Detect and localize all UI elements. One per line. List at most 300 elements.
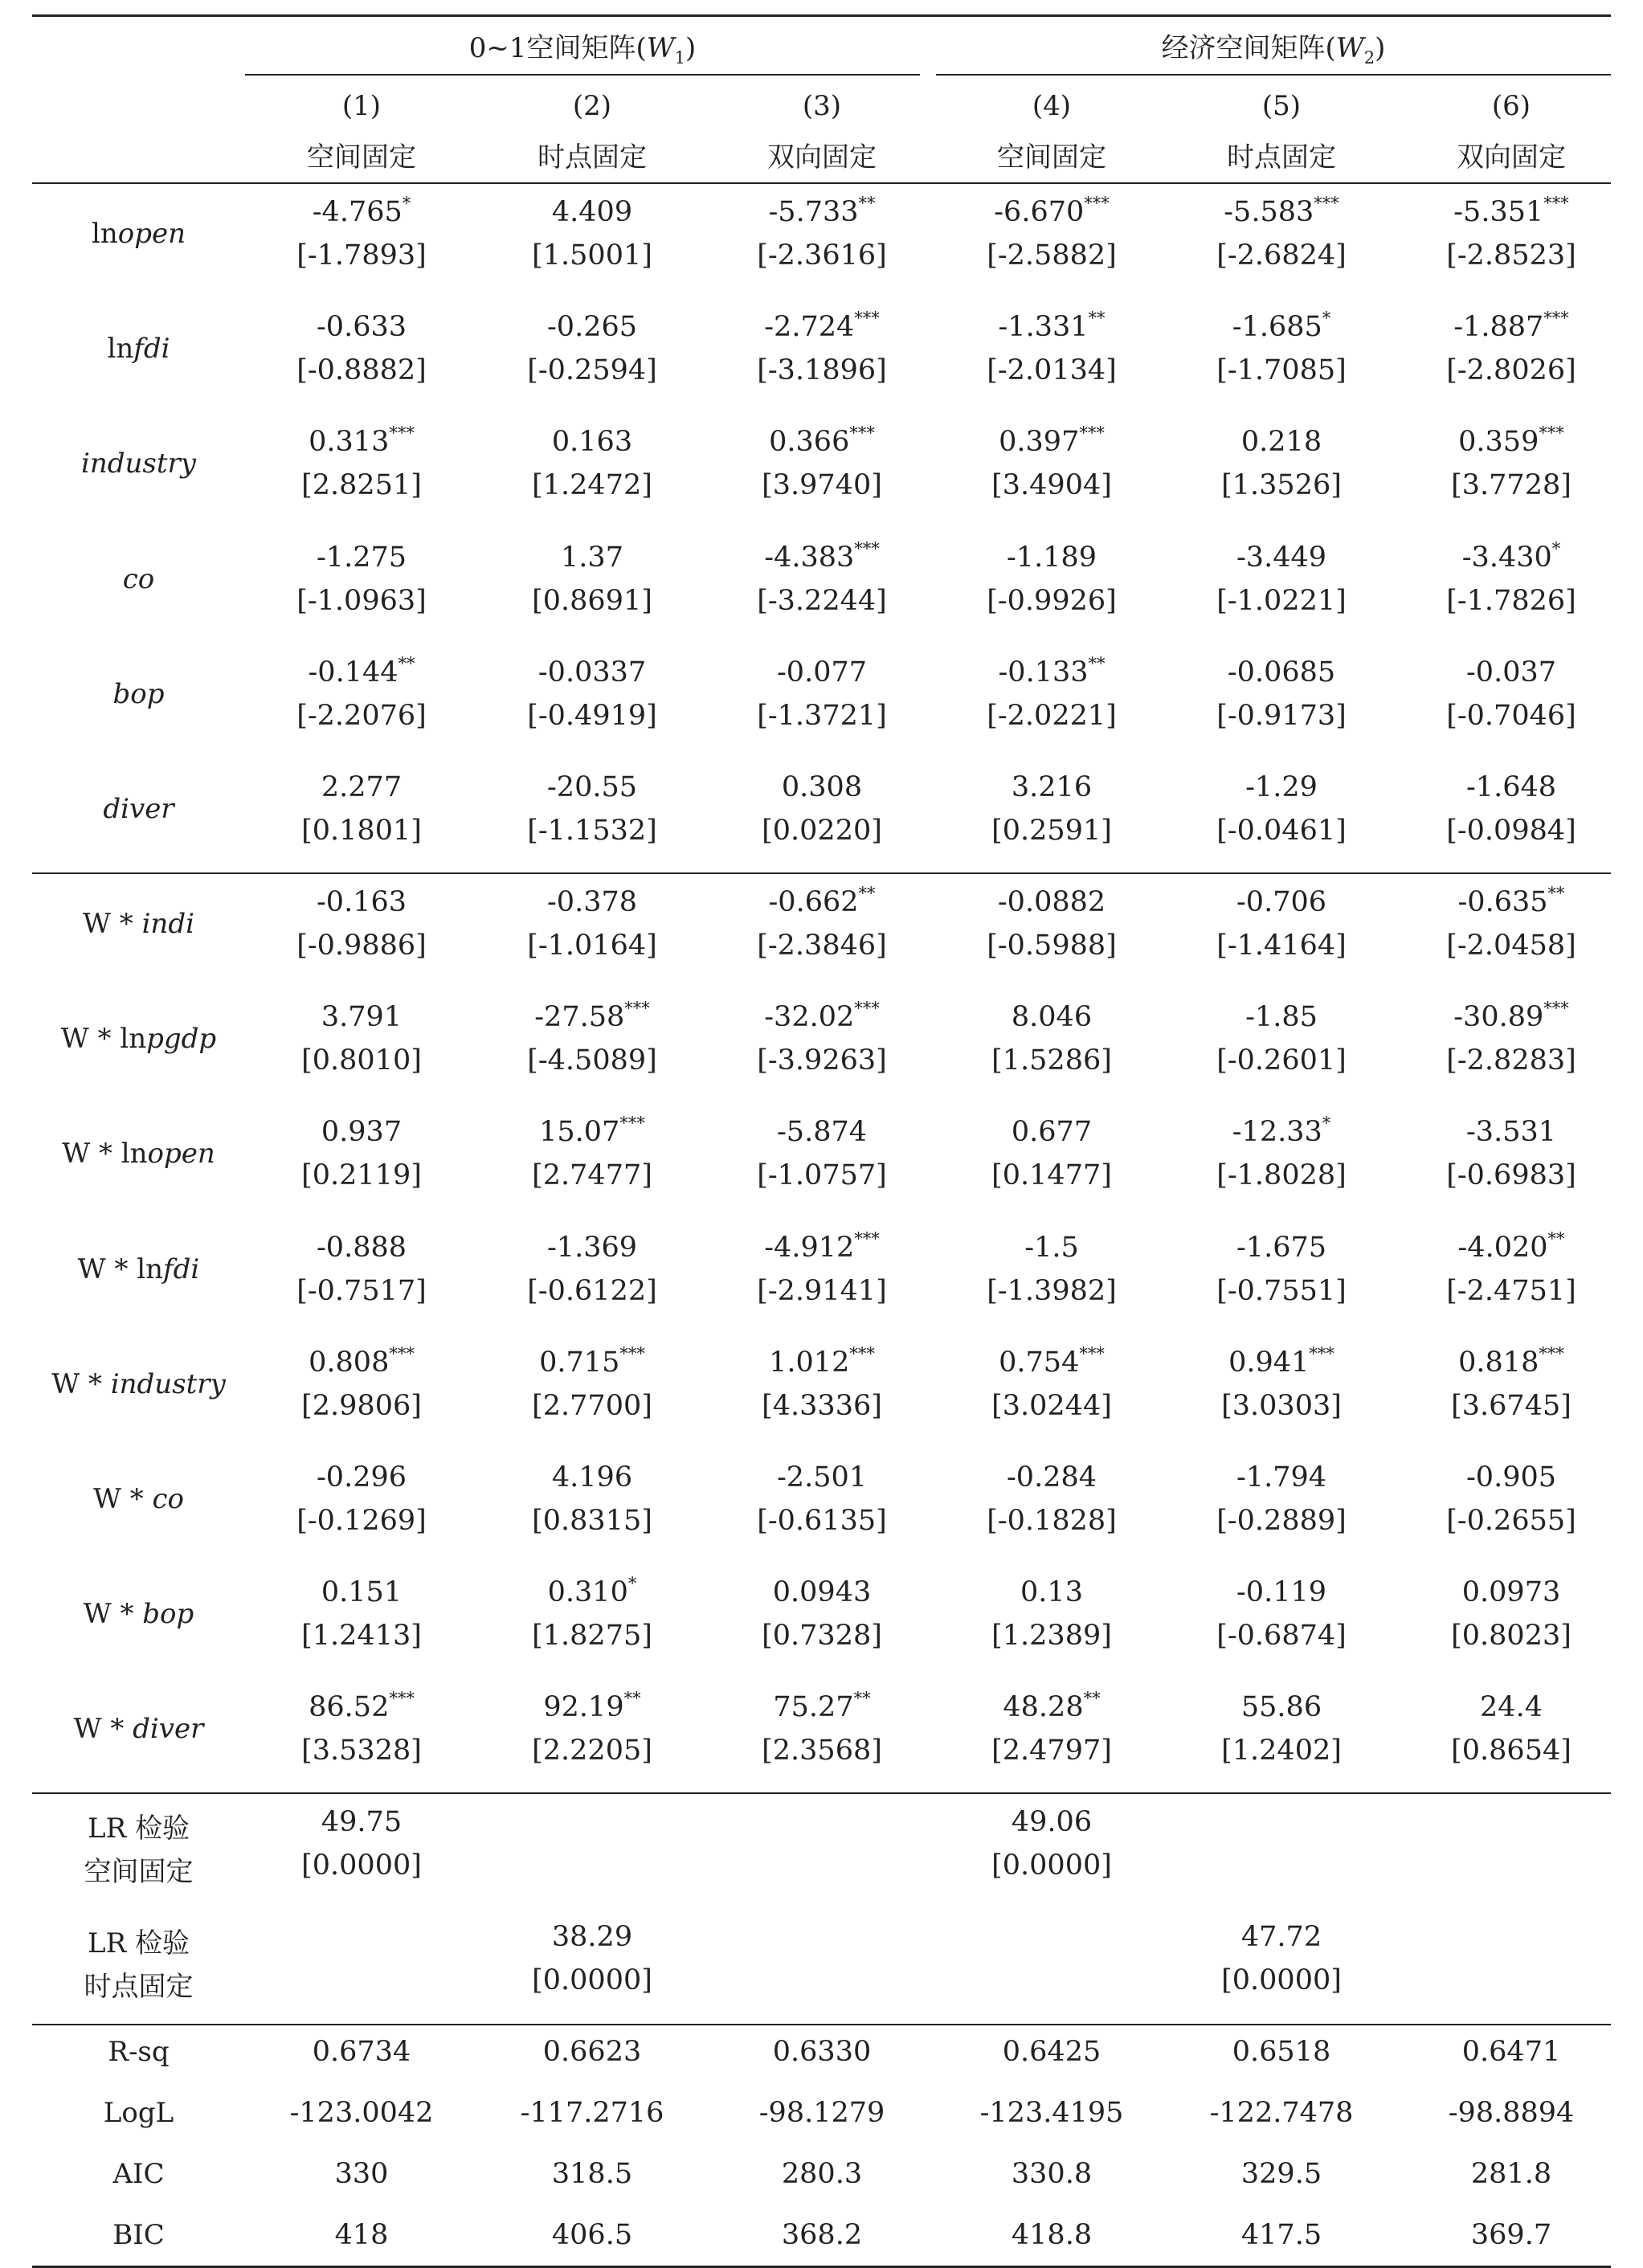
statistic-label: R-sq xyxy=(108,2036,170,2068)
z-statistic: [1.8275] xyxy=(532,1620,652,1653)
z-statistic: [-2.0221] xyxy=(987,699,1117,732)
coefficient-value xyxy=(939,1232,1164,1264)
z-statistic: [-3.1896] xyxy=(757,354,887,387)
coefficient: 86.52 xyxy=(309,1691,390,1724)
z-statistic: [-1.3982] xyxy=(987,1274,1117,1307)
z-statistic: [0.8023] xyxy=(1451,1620,1571,1653)
statistic-value: 406.5 xyxy=(551,2219,633,2251)
coefficient-value xyxy=(249,1461,474,1494)
coefficient: -0.133 xyxy=(998,656,1089,689)
coefficient: -20.55 xyxy=(546,771,638,803)
z-statistic: [-0.1828] xyxy=(987,1505,1117,1537)
z-statistic: [-2.3846] xyxy=(757,930,887,962)
coefficient: 48.28 xyxy=(1003,1691,1084,1724)
coefficient: -0.905 xyxy=(1465,1461,1557,1494)
variable-prefix: ln xyxy=(91,218,118,250)
z-statistic: [-0.7517] xyxy=(296,1274,427,1307)
significance-stars: ** xyxy=(1088,653,1106,673)
header-rule xyxy=(32,182,1611,184)
z-statistic: [-0.2601] xyxy=(1216,1044,1347,1077)
variable-prefix: W * xyxy=(83,1598,143,1631)
coefficient-value xyxy=(939,886,1164,918)
coefficient: -3.531 xyxy=(1465,1116,1557,1149)
variable-label xyxy=(32,1483,245,1515)
z-statistic: [-0.5988] xyxy=(987,930,1117,962)
coefficient: 0.359 xyxy=(1458,426,1539,459)
z-statistic: [-0.9886] xyxy=(296,930,427,962)
significance-stars: * xyxy=(627,1574,637,1594)
significance-stars: *** xyxy=(854,1228,880,1248)
coefficient-value xyxy=(709,771,934,803)
coefficient-value xyxy=(939,1001,1164,1033)
z-statistic: [1.2389] xyxy=(991,1620,1112,1653)
z-statistic: [0.7328] xyxy=(762,1620,882,1653)
coefficient: -1.675 xyxy=(1236,1231,1327,1264)
z-statistic: [-0.0461] xyxy=(1216,815,1347,847)
z-statistic: [-2.5882] xyxy=(987,239,1117,272)
variable-prefix: W * ln xyxy=(77,1253,164,1285)
z-statistic: [-0.7551] xyxy=(1216,1274,1347,1307)
coefficient-value xyxy=(249,1001,474,1033)
coefficient: -0.0685 xyxy=(1227,656,1336,689)
coefficient-value xyxy=(249,1116,474,1148)
coefficient: -4.383 xyxy=(764,541,855,574)
variable-label xyxy=(32,1713,245,1745)
coefficient: 24.4 xyxy=(1480,1691,1543,1724)
coefficient-value xyxy=(249,1576,474,1608)
coefficient: -1.5 xyxy=(1024,1231,1079,1264)
coefficient-value xyxy=(1169,1232,1394,1264)
coefficient: -1.887 xyxy=(1453,311,1544,344)
z-statistic: [2.3568] xyxy=(762,1735,882,1767)
lr-statistic: 49.75 xyxy=(321,1806,403,1838)
coefficient: 15.07 xyxy=(539,1116,620,1149)
coefficient-value xyxy=(480,1461,705,1494)
coefficient-value xyxy=(249,771,474,803)
coefficient-value xyxy=(709,1343,934,1379)
statistic-value: 330 xyxy=(334,2158,389,2190)
variable-label xyxy=(32,1368,245,1400)
z-statistic: [2.8251] xyxy=(301,469,422,502)
significance-stars: ** xyxy=(1547,884,1565,903)
coefficient-value xyxy=(249,653,474,689)
statistic-value: 0.6623 xyxy=(542,2036,642,2068)
statistic-label: BIC xyxy=(112,2219,165,2251)
coefficient: 0.754 xyxy=(999,1346,1080,1379)
coefficient-value xyxy=(1399,1228,1624,1264)
variable-name: diver xyxy=(133,1713,204,1746)
coefficient-value xyxy=(480,1576,705,1608)
statistic-value: 0.6425 xyxy=(1002,2036,1101,2068)
coefficient: 0.218 xyxy=(1240,426,1322,459)
significance-stars: *** xyxy=(849,423,875,443)
variable-label xyxy=(32,908,245,940)
coefficient: -1.648 xyxy=(1465,771,1557,803)
variable-name: fdi xyxy=(133,333,170,366)
coefficient-value xyxy=(249,541,474,574)
variable-label xyxy=(32,793,245,825)
coefficient: -0.0882 xyxy=(997,886,1106,918)
z-statistic: [-1.0164] xyxy=(527,930,657,962)
coefficient: 0.310 xyxy=(547,1576,628,1609)
coefficient-value xyxy=(1399,1461,1624,1494)
significance-stars: ** xyxy=(398,653,415,673)
coefficient-value xyxy=(939,1691,1164,1723)
stats-rule xyxy=(32,2024,1611,2025)
coefficient-value xyxy=(939,1343,1164,1379)
statistic-value: 330.8 xyxy=(1011,2158,1093,2190)
significance-stars: *** xyxy=(854,999,880,1019)
significance-stars: *** xyxy=(1543,194,1569,213)
lr-statistic: 38.29 xyxy=(551,1921,633,1953)
significance-stars: *** xyxy=(849,1343,875,1363)
z-statistic: [-2.2076] xyxy=(296,699,427,732)
coefficient-value xyxy=(709,656,934,689)
coefficient-value xyxy=(939,541,1164,574)
z-statistic: [-1.0963] xyxy=(296,584,427,617)
coefficient: 0.0973 xyxy=(1461,1576,1561,1609)
variable-name: bop xyxy=(142,1598,194,1631)
coefficient: 75.27 xyxy=(773,1691,854,1724)
coefficient: -5.583 xyxy=(1224,196,1314,228)
coefficient-value xyxy=(480,656,705,689)
coefficient-value xyxy=(709,423,934,459)
z-statistic: [1.3526] xyxy=(1221,469,1342,502)
coefficient: -0.077 xyxy=(776,656,868,689)
coefficient-value xyxy=(939,1116,1164,1148)
column-number: (1) xyxy=(341,90,382,122)
coefficient-value xyxy=(709,1001,934,1033)
group-rule-w1 xyxy=(245,74,920,76)
coefficient: -5.351 xyxy=(1453,196,1544,228)
z-statistic: [-0.9173] xyxy=(1216,699,1347,732)
variable-label xyxy=(32,678,245,710)
z-statistic: [-1.3721] xyxy=(757,699,887,732)
z-statistic: [2.7477] xyxy=(532,1159,652,1192)
significance-stars: *** xyxy=(1539,423,1564,443)
coefficient-value xyxy=(480,196,705,228)
column-label: 双向固定 xyxy=(767,141,877,174)
coefficient-value xyxy=(1399,771,1624,803)
statistic-value: 418 xyxy=(334,2219,389,2251)
variable-prefix: W * xyxy=(83,908,142,940)
variable-name: open xyxy=(117,218,186,250)
coefficient-value xyxy=(709,1116,934,1148)
coefficient-value xyxy=(249,1343,474,1379)
variable-label xyxy=(32,218,245,250)
z-statistic: [1.5286] xyxy=(991,1044,1112,1077)
coefficient: 4.196 xyxy=(551,1461,633,1494)
column-number: (5) xyxy=(1261,90,1302,122)
variable-name: pgdp xyxy=(146,1023,217,1056)
coefficient: 0.163 xyxy=(551,426,633,459)
coefficient: 1.012 xyxy=(769,1346,850,1379)
significance-stars: *** xyxy=(854,309,880,329)
z-statistic: [0.8315] xyxy=(532,1505,652,1537)
coefficient: -5.874 xyxy=(776,1116,868,1149)
z-statistic: [0.2591] xyxy=(991,815,1112,847)
coefficient-value xyxy=(939,1576,1164,1608)
coefficient: 0.313 xyxy=(309,426,390,459)
z-statistic: [-2.3616] xyxy=(757,239,887,272)
lr-p-value: [0.0000] xyxy=(301,1849,422,1882)
z-statistic: [2.4797] xyxy=(991,1735,1112,1767)
statistic-value: 280.3 xyxy=(781,2158,863,2190)
variable-name: indi xyxy=(141,908,194,940)
coefficient: -0.144 xyxy=(308,656,398,689)
statistic-value: -117.2716 xyxy=(520,2097,664,2129)
z-statistic: [0.8691] xyxy=(532,584,652,617)
z-statistic: [-0.7046] xyxy=(1446,699,1576,732)
coefficient: 0.937 xyxy=(321,1116,403,1149)
z-statistic: [-0.6135] xyxy=(757,1505,887,1537)
coefficient-value xyxy=(939,771,1164,803)
significance-stars: *** xyxy=(1539,1343,1564,1363)
coefficient-value xyxy=(480,886,705,918)
coefficient-value xyxy=(709,1576,934,1608)
statistic-value: -123.4195 xyxy=(979,2097,1124,2129)
group-header-w1: 0~1空间矩阵$(W_1)$ xyxy=(468,32,697,67)
group-header-w2: 经济空间矩阵$(W_2)$ xyxy=(1161,32,1386,67)
z-statistic: [-0.6983] xyxy=(1446,1159,1576,1192)
variable-label xyxy=(32,563,245,595)
coefficient: -1.189 xyxy=(1006,541,1097,574)
coefficient-value xyxy=(939,423,1164,459)
coefficient: -1.369 xyxy=(546,1231,638,1264)
significance-stars: ** xyxy=(853,1689,871,1709)
significance-stars: * xyxy=(1322,1114,1331,1134)
statistic-label: AIC xyxy=(112,2158,165,2190)
coefficient: -2.501 xyxy=(776,1461,868,1494)
z-statistic: [-3.2244] xyxy=(757,584,887,617)
coefficient-value xyxy=(1399,311,1624,343)
coefficient-value xyxy=(1399,1001,1624,1033)
z-statistic: [-1.8028] xyxy=(1216,1159,1347,1192)
coefficient: 0.366 xyxy=(769,426,850,459)
coefficient-value xyxy=(1169,1691,1394,1723)
z-statistic: [0.0220] xyxy=(762,815,882,847)
coefficient: 3.791 xyxy=(321,1001,403,1034)
coefficient-value xyxy=(939,311,1164,343)
coefficient-value xyxy=(1399,538,1624,574)
variable-label xyxy=(32,1253,245,1285)
z-statistic: [-2.0458] xyxy=(1446,930,1576,962)
z-statistic: [2.7700] xyxy=(532,1389,652,1422)
coefficient-value xyxy=(1169,656,1394,689)
coefficient-value xyxy=(709,538,934,574)
variable-name: co xyxy=(152,1483,185,1515)
significance-stars: ** xyxy=(1083,1689,1101,1709)
coefficient: -0.633 xyxy=(316,311,407,344)
significance-stars: * xyxy=(1551,538,1561,558)
column-label: 时点固定 xyxy=(537,141,647,174)
coefficient-value xyxy=(1399,656,1624,689)
coefficient: 0.808 xyxy=(309,1346,390,1379)
z-statistic: [-3.9263] xyxy=(757,1044,887,1077)
column-number: (4) xyxy=(1032,90,1072,122)
coefficient: 0.715 xyxy=(539,1346,620,1379)
z-statistic: [4.3336] xyxy=(762,1389,882,1422)
z-statistic: [0.8010] xyxy=(301,1044,422,1077)
coefficient-value xyxy=(1169,426,1394,458)
column-label: 空间固定 xyxy=(307,141,416,174)
z-statistic: [-4.5089] xyxy=(527,1044,657,1077)
coefficient: -1.331 xyxy=(998,311,1089,344)
variable-name: diver xyxy=(103,793,174,825)
coefficient: 0.818 xyxy=(1458,1346,1539,1379)
z-statistic: [3.7728] xyxy=(1451,469,1571,502)
column-label: 双向固定 xyxy=(1457,141,1566,174)
coefficient-value xyxy=(939,653,1164,689)
coefficient: -1.275 xyxy=(316,541,407,574)
coefficient-value xyxy=(1169,196,1394,228)
coefficient: 0.0943 xyxy=(772,1576,872,1609)
variable-prefix: W * ln xyxy=(60,1023,147,1056)
significance-stars: *** xyxy=(1079,1343,1105,1363)
coefficient: 0.941 xyxy=(1228,1346,1310,1379)
variable-label xyxy=(32,333,245,365)
coefficient: 0.308 xyxy=(781,771,863,803)
coefficient-value xyxy=(939,1461,1164,1494)
z-statistic: [0.8654] xyxy=(1451,1735,1571,1767)
coefficient-value xyxy=(1169,1001,1394,1033)
variable-name: fdi xyxy=(163,1253,200,1285)
z-statistic: [-0.9926] xyxy=(987,584,1117,617)
coefficient: -4.765 xyxy=(312,196,403,228)
significance-stars: ** xyxy=(1547,1228,1565,1248)
variable-name: industry xyxy=(110,1367,226,1400)
z-statistic: [-0.2655] xyxy=(1446,1505,1576,1537)
significance-stars: *** xyxy=(389,1689,415,1709)
lr-p-value: [0.0000] xyxy=(532,1964,652,1996)
statistic-value: -123.0042 xyxy=(289,2097,434,2129)
z-statistic: [3.6745] xyxy=(1451,1389,1571,1422)
coefficient-value xyxy=(1169,541,1394,574)
z-statistic: [-1.7826] xyxy=(1446,584,1576,617)
coefficient-value xyxy=(709,1691,934,1723)
significance-stars: *** xyxy=(1309,1343,1334,1363)
z-statistic: [-1.4164] xyxy=(1216,930,1347,962)
lr-test-type: 时点固定 xyxy=(84,1971,194,2003)
top-rule xyxy=(32,14,1611,17)
statistic-value: -122.7478 xyxy=(1209,2097,1354,2129)
significance-stars: *** xyxy=(1314,194,1339,213)
variable-prefix: W * xyxy=(73,1713,133,1746)
z-statistic: [-2.4751] xyxy=(1446,1274,1576,1307)
coefficient-value xyxy=(939,196,1164,228)
significance-stars: *** xyxy=(619,1114,645,1134)
coefficient-value xyxy=(480,541,705,574)
coefficient: 2.277 xyxy=(321,771,403,803)
statistic-value: 318.5 xyxy=(551,2158,633,2190)
z-statistic: [-1.1532] xyxy=(527,815,657,847)
coefficient: -3.430 xyxy=(1461,541,1552,574)
significance-stars: *** xyxy=(624,999,650,1019)
coefficient-value xyxy=(1169,1576,1394,1608)
z-statistic: [1.2472] xyxy=(532,469,652,502)
coefficient-value xyxy=(480,1116,705,1148)
coefficient: -0.163 xyxy=(316,886,407,918)
statistic-value: -98.8894 xyxy=(1448,2097,1575,2129)
variable-prefix: ln xyxy=(107,333,134,366)
coefficient-value xyxy=(480,1001,705,1033)
z-statistic: [-1.0221] xyxy=(1216,584,1347,617)
z-statistic: [-2.8283] xyxy=(1446,1044,1576,1077)
significance-stars: *** xyxy=(1543,999,1569,1019)
lr-p-value: [0.0000] xyxy=(991,1849,1112,1882)
coefficient: -0.265 xyxy=(546,311,638,344)
z-statistic: [-0.2594] xyxy=(527,354,657,387)
variable-label xyxy=(32,1138,245,1170)
coefficient-value xyxy=(480,311,705,343)
z-statistic: [1.2413] xyxy=(301,1620,422,1653)
coefficient-value xyxy=(1169,1116,1394,1148)
coefficient: -0.037 xyxy=(1465,656,1557,689)
statistic-value: 418.8 xyxy=(1011,2219,1093,2251)
coefficient: -0.706 xyxy=(1236,886,1327,918)
statistic-value: 369.7 xyxy=(1470,2219,1552,2251)
z-statistic: [-1.7085] xyxy=(1216,354,1347,387)
coefficient: 1.37 xyxy=(561,541,623,574)
z-statistic: [-2.0134] xyxy=(987,354,1117,387)
z-statistic: [1.5001] xyxy=(532,239,652,272)
z-statistic: [-0.4919] xyxy=(527,699,657,732)
z-statistic: [3.9740] xyxy=(762,469,882,502)
coefficient-value xyxy=(480,1232,705,1264)
z-statistic: [-0.1269] xyxy=(296,1505,427,1537)
coefficient-value xyxy=(1399,423,1624,459)
coefficient: -1.85 xyxy=(1245,1001,1318,1034)
significance-stars: *** xyxy=(1079,423,1105,443)
significance-stars: *** xyxy=(1543,309,1569,329)
z-statistic: [-1.7893] xyxy=(296,239,427,272)
coefficient-value xyxy=(249,311,474,343)
coefficient-value xyxy=(249,423,474,459)
coefficient-value xyxy=(249,886,474,918)
coefficient: -1.685 xyxy=(1232,311,1322,344)
coefficient: 55.86 xyxy=(1240,1691,1322,1724)
coefficient: -0.119 xyxy=(1236,1576,1327,1609)
z-statistic: [-0.6122] xyxy=(527,1274,657,1307)
statistic-value: 368.2 xyxy=(781,2219,863,2251)
coefficient: -1.794 xyxy=(1236,1461,1327,1494)
coefficient-value xyxy=(1169,311,1394,343)
coefficient-value xyxy=(709,1228,934,1264)
z-statistic: [-0.8882] xyxy=(296,354,427,387)
coefficient-value xyxy=(1399,886,1624,918)
z-statistic: [3.0244] xyxy=(991,1389,1112,1422)
coefficient: -30.89 xyxy=(1453,1001,1544,1034)
variable-name: open xyxy=(147,1138,215,1171)
coefficient: -0.888 xyxy=(316,1231,407,1264)
z-statistic: [0.1477] xyxy=(991,1159,1112,1192)
column-label: 时点固定 xyxy=(1227,141,1336,174)
coefficient-value xyxy=(1169,1343,1394,1379)
column-label: 空间固定 xyxy=(997,141,1106,174)
variable-prefix: W * xyxy=(51,1367,111,1400)
coefficient-value xyxy=(480,1343,705,1379)
significance-stars: *** xyxy=(854,538,880,558)
significance-stars: ** xyxy=(858,194,876,213)
z-statistic: [-0.0984] xyxy=(1446,815,1576,847)
z-statistic: [-2.8523] xyxy=(1446,239,1576,272)
z-statistic: [-0.6874] xyxy=(1216,1620,1347,1653)
statistic-label: LogL xyxy=(103,2097,174,2129)
statistic-value: 0.6518 xyxy=(1232,2036,1331,2068)
coefficient: 8.046 xyxy=(1011,1001,1093,1034)
z-statistic: [-0.2889] xyxy=(1216,1505,1347,1537)
coefficient-value xyxy=(709,1461,934,1494)
